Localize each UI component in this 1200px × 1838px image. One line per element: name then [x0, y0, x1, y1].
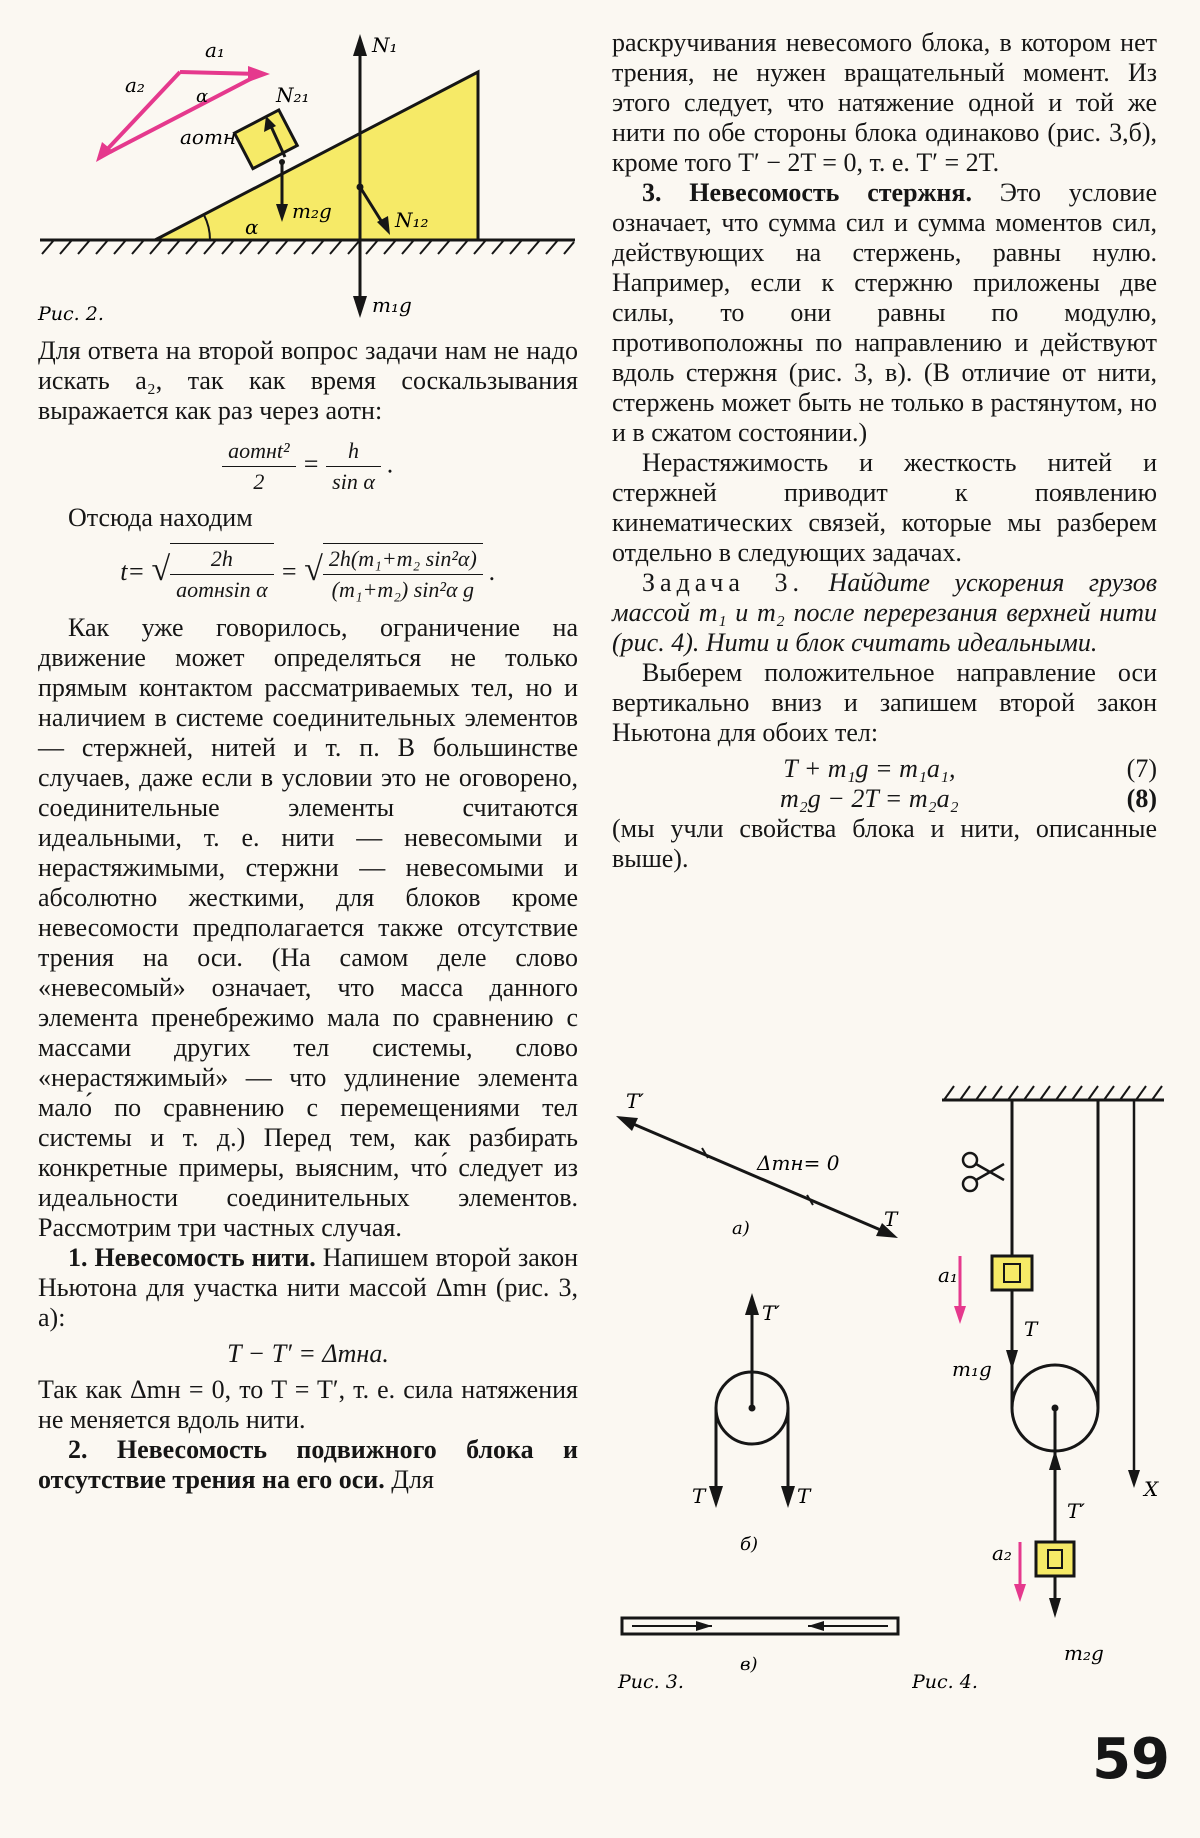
problem-3-text: Найдите ускорения грузов массой m₁ и m₂ после перерезания верхней нити (рис. 4). Нити и блок считать идеальными. [612, 568, 1157, 657]
heading-weightless-rod: 3. Невесомость стержня. [642, 178, 972, 207]
fig2-caption: Рис. 2. [38, 303, 104, 325]
fig3a-T: T [884, 1207, 898, 1231]
right-paragraph-2 [612, 178, 1157, 448]
figure-2 [20, 22, 590, 334]
fig4-T: T [1024, 1317, 1038, 1341]
m2g-label: m₂g [292, 199, 332, 223]
left-paragraph-4-body: Напишем второй закон Ньютона для участка нити массой Δmн (рис. 3, a): [38, 1243, 578, 1332]
heading-weightless-thread: 1. Невесомость нити. [68, 1243, 316, 1272]
fig3c-label: в) [740, 1654, 758, 1675]
fig3a-label: а) [732, 1218, 750, 1239]
fig3b-T-left: T [692, 1484, 706, 1508]
eq2-f2num: 2h(m₁+m₂ sin²α) [323, 544, 483, 575]
fig4-a2: a₂ [992, 1541, 1012, 1565]
figure-4 [912, 1078, 1170, 1698]
m1g-label: m₁g [372, 293, 412, 317]
eq2-f2den: (m₁+m₂) sin²α g [331, 577, 475, 602]
eq2-end: . [489, 556, 496, 586]
right-paragraph-6: (мы учли свойства блока и нити, описанные выше). [612, 814, 1157, 873]
equation-7 [612, 754, 1157, 784]
equation-3: T − T′ = Δmнa. [227, 1339, 389, 1368]
right-paragraph-4 [612, 568, 1157, 658]
right-paragraph-5: Выберем положительное направление оси вертикально вниз и запишем второй закон Ньютона для обоих тел: [612, 658, 1157, 747]
fig3-caption: Рис. 3. [618, 1671, 684, 1693]
eq2-eq: = [280, 556, 298, 586]
page-number: 59 [1092, 1727, 1170, 1792]
right-column [612, 28, 1157, 874]
left-paragraph-6-body: Для [384, 1465, 434, 1494]
problem-3-heading: Задача 3. [642, 568, 805, 597]
thread-segment [624, 1120, 890, 1234]
fig4-T-prime: T′ [1067, 1499, 1085, 1523]
left-paragraph-6 [38, 1435, 578, 1495]
equation-8 [612, 784, 1157, 814]
N21-label: N₂₁ [276, 83, 310, 107]
a2-label: a₂ [125, 73, 145, 97]
eq1-rden: sin α [332, 469, 375, 494]
N1-label: N₁ [372, 33, 398, 57]
left-paragraph-3: Как уже говорилось, ограничение на движение может определяться не только прямым контактом рассматриваемых тел, но и наличием в системе соединительных элементов — стержней, нитей и т. п. В большинстве случаев, даже если в условии это не оговорено, соединительные элементы считаются идеальными, т. е. нити — невесомыми и нерастяжимыми, стержни — невесомыми и абсолютно жесткими, для блоков кроме невесомости предполагается также отсутствие трения на оси. (На самом деле слово «невесомый» означает, что масса данного элемента пренебрежимо мала по сравнению с массами других тел системы, слово «нерастяжимый» — что удлинение элемента мало́ по сравнению с перемещениями тел системы и т. д.) Перед тем, как разбирать конкретные примеры, выясним, что́ следует из идеальности соединительных элементов. Рассмотрим три частных случая. [38, 613, 578, 1242]
eq1-den: 2 [253, 469, 265, 494]
fig3b-label: б) [740, 1534, 759, 1555]
figure-3 [612, 1078, 912, 1698]
left-paragraph-2: Отсюда находим [68, 503, 253, 532]
eq1-rnum: h [326, 436, 381, 467]
eq8-number: (8) [1126, 784, 1157, 813]
heading-weightless-pulley: 2. Невесомость подвижного блока и отсутствие трения на его оси. [38, 1435, 578, 1494]
a1-label: a₁ [205, 38, 225, 62]
eq2-f1num: 2h [170, 544, 274, 575]
fig4-caption: Рис. 4. [912, 1671, 978, 1693]
eq2-lhs: t= [120, 556, 145, 586]
eq2-f1den: aотнsin α [176, 577, 268, 602]
eq8-expr: m₂g − 2T = m₂a₂ [779, 784, 959, 813]
block-m1 [992, 1256, 1032, 1290]
block-m2-fig4 [1036, 1542, 1074, 1576]
eq1-eq: = [302, 449, 320, 479]
eq1-num: aотнt² [222, 436, 296, 467]
equation-1 [38, 436, 578, 497]
right-paragraph-1: раскручивания невесомого блока, в котором нет трения, не нужен вращательный момент. Из этого следует, что натяжение одной и той же нити по обе стороны блока одинаково (рис. 3,б), кроме того T′ − 2T = 0, т. е. T′ = 2T. [612, 28, 1157, 177]
scissors-icon [963, 1153, 1004, 1191]
right-paragraph-3: Нерастяжимость и жесткость нитей и стержней приводит к появлению кинематических связей, которые мы разберем отдельно в следующих задачах. [612, 448, 1157, 567]
eq7-number: (7) [1126, 754, 1157, 783]
fig4-m2g: m₂g [1064, 1641, 1104, 1665]
alpha-label: α [245, 215, 259, 239]
fig4-a1: a₁ [938, 1263, 958, 1287]
a-otn-label: aотн [180, 125, 237, 149]
fig3b-T-right: T [797, 1484, 811, 1508]
fig4-X: X [1144, 1477, 1159, 1501]
fig3a-T-prime: T′ [626, 1089, 644, 1113]
ground-hatching [42, 240, 574, 254]
right-paragraph-2-body: Это условие означает, что сумма сил и сумма моментов сил, действующих на стержень, равны нулю. Например, если к стержню приложены две силы, то они равны по модулю, противоположны по направлению и действуют вдоль стержня (рис. 3, в). (В отличие от нити, стержень может быть не только в растянутом, но и в сжатом состоянии.) [612, 178, 1157, 447]
alpha-top-label: α [196, 86, 209, 107]
left-paragraph-5: Так как Δmн = 0, то T = T′, т. е. сила натяжения не меняется вдоль нити. [38, 1375, 578, 1434]
left-paragraph-1: Для ответа на второй вопрос задачи нам не надо искать a₂, так как время соскальзывания выражается как раз через aотн: [38, 336, 578, 425]
eq1-end: . [387, 449, 394, 479]
equation-2: t= √ $\frac{2h}{\text{aотнsin α}}$ = √ $\frac{\text{2h(m₁+m₂ sin²α)}}{\text{(m₁+m₂) sin²α g}}$ . [38, 543, 578, 605]
fig4-m1g: m₁g [952, 1357, 992, 1381]
left-column [38, 336, 578, 1495]
fig3b-T-prime: T′ [762, 1301, 780, 1325]
fig3a-dm: Δmн= 0 [757, 1151, 840, 1175]
eq7-expr: T + m₁g = m₁a₁, [783, 754, 956, 783]
N12-label: N₁₂ [395, 208, 429, 232]
left-paragraph-4 [38, 1243, 578, 1333]
